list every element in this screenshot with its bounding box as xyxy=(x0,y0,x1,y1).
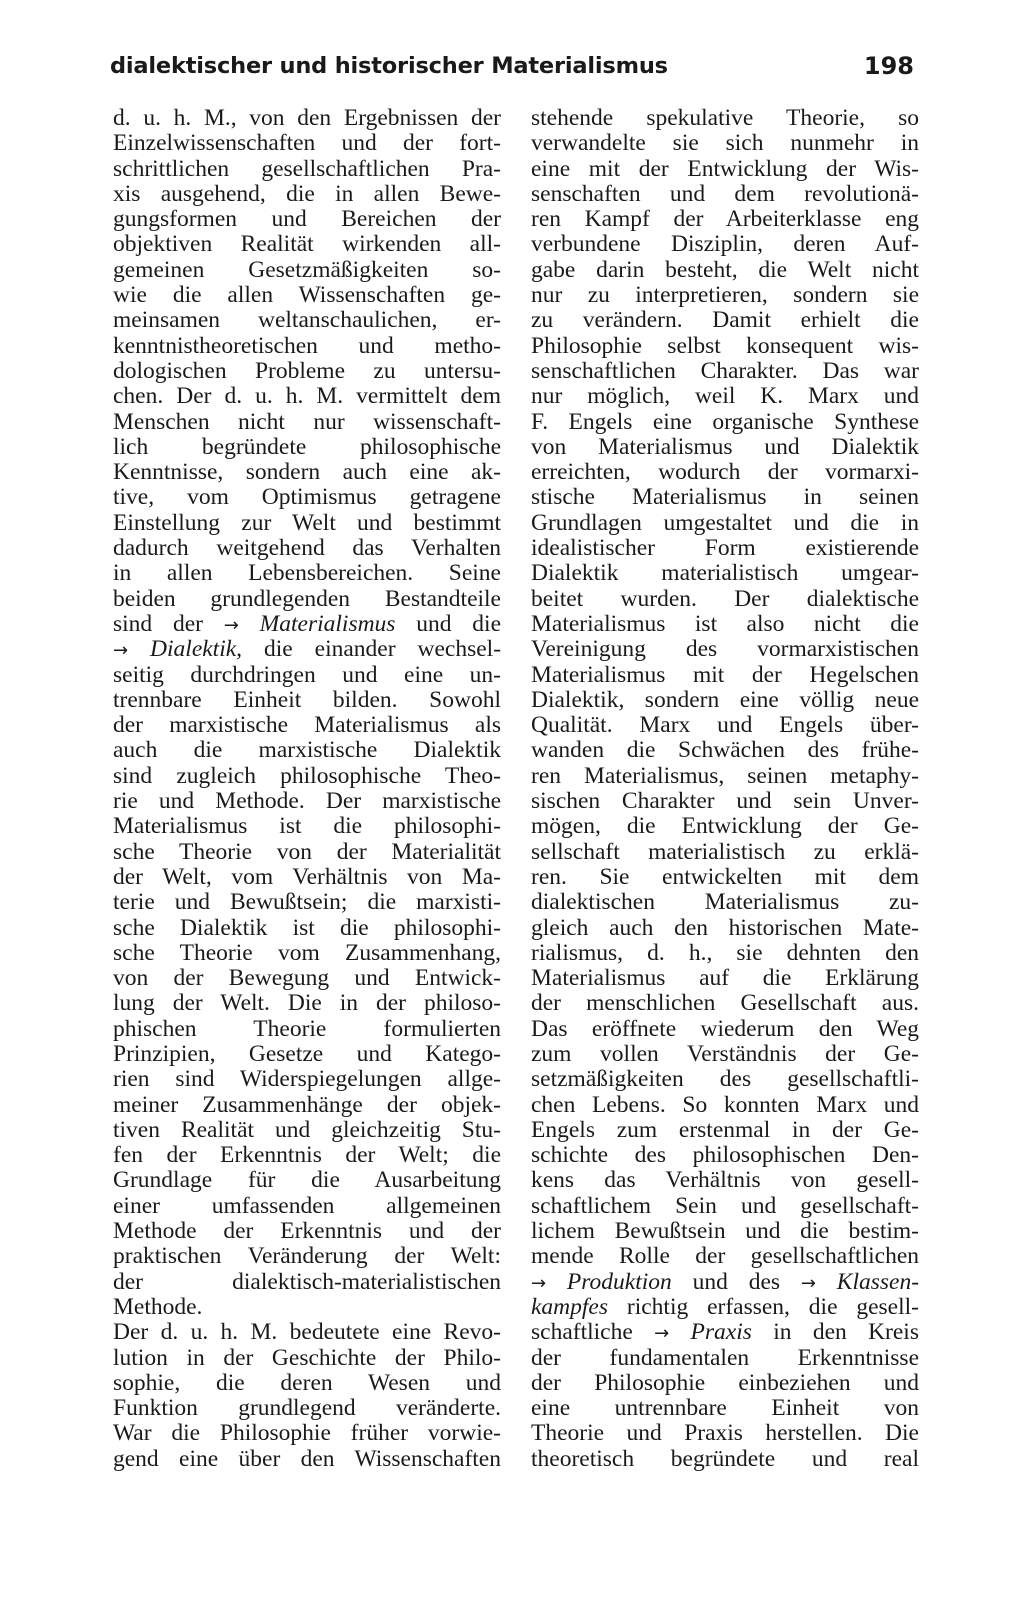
text-line: chen Lebens. So konnten Marx und xyxy=(531,1091,919,1118)
text-line: Der d. u. h. M. bedeutete eine Revo- xyxy=(113,1319,501,1346)
text-line: stehende spekulative Theorie, so xyxy=(531,105,919,131)
text-line: ren Materialismus, seinen metaphy- xyxy=(531,762,919,789)
text-fragment: richtig erfassen, die gesell- xyxy=(626,1293,919,1320)
text-line: sche Theorie vom Zusammenhang, xyxy=(113,939,501,966)
text-line: der Philosophie einbeziehen und xyxy=(531,1369,919,1396)
text-line: Methode der Erkenntnis und der xyxy=(113,1218,501,1245)
text-line: tiven Realität und gleichzeitig Stu- xyxy=(113,1116,501,1143)
text-line: ren. Sie entwickelten mit dem xyxy=(531,863,919,890)
text-line: eine untrennbare Einheit von xyxy=(531,1395,919,1422)
text-line: Grundlagen umgestaltet und die in xyxy=(531,509,919,536)
text-line: sche Theorie von der Materialität xyxy=(113,838,501,865)
text-line: kens das Verhältnis von gesell- xyxy=(531,1167,919,1194)
text-line: meinsamen weltanschaulichen, er- xyxy=(113,307,501,334)
text-line: rialismus, d. h., sie dehnten den xyxy=(531,939,919,966)
text-line: nur zu interpretieren, sondern sie xyxy=(531,282,919,309)
text-line: der fundamentalen Erkenntnisse xyxy=(531,1344,919,1371)
text-line: dadurch weitgehend das Verhalten xyxy=(113,535,501,562)
text-line: gend eine über den Wissenschaften xyxy=(113,1445,501,1472)
text-line: gabe darin besteht, die Welt nicht xyxy=(531,256,919,283)
text-line: chen. Der d. u. h. M. vermittelt dem xyxy=(113,383,501,410)
text-line: theoretisch begründete und real xyxy=(531,1445,919,1472)
text-line: Menschen nicht nur wissenschaft- xyxy=(113,408,501,435)
page-header xyxy=(110,50,914,90)
text-line: schaftlichem Sein und gesellschaft- xyxy=(531,1192,919,1219)
page-number: 198 xyxy=(863,52,914,80)
text-line: F. Engels eine organische Synthese xyxy=(531,408,919,435)
text-line: beitet wurden. Der dialektische xyxy=(531,585,919,612)
text-line: sellschaft materialistisch zu erklä- xyxy=(531,838,919,865)
text-line: Dialektik, sondern eine völlig neue xyxy=(531,686,919,713)
text-line: Vereinigung des vormarxistischen xyxy=(531,636,919,663)
text-line-with-crossref xyxy=(531,1320,919,1345)
text-line: lution in der Geschichte der Philo- xyxy=(113,1344,501,1371)
text-line: sischen Charakter und sein Unver- xyxy=(531,788,919,815)
text-line: verbundene Disziplin, deren Auf- xyxy=(531,231,919,258)
text-fragment: und des xyxy=(692,1268,781,1295)
text-line: der dialektisch-materialistischen xyxy=(113,1268,501,1295)
right-column xyxy=(531,106,919,1526)
text-line: zum vollen Verständnis der Ge- xyxy=(531,1040,919,1067)
cross-reference-arrow-icon: → xyxy=(654,1323,670,1345)
text-line: der menschlichen Gesellschaft aus. xyxy=(531,990,919,1017)
text-line: objektiven Realität wirkenden all- xyxy=(113,231,501,258)
text-line: meiner Zusammenhänge der objek- xyxy=(113,1091,501,1118)
text-line: seitig durchdringen und eine un- xyxy=(113,661,501,688)
text-line: wie die allen Wissenschaften ge- xyxy=(113,282,501,309)
text-line: Materialismus mit der Hegelschen xyxy=(531,661,919,688)
text-line: schrittlichen gesellschaftlichen Pra- xyxy=(113,155,501,182)
text-line-with-crossref xyxy=(531,1295,919,1320)
cross-reference-produktion[interactable]: Produktion xyxy=(566,1268,672,1295)
text-line: Methode. xyxy=(113,1293,203,1320)
text-line: auch die marxistische Dialektik xyxy=(113,737,501,764)
text-line: phischen Theorie formulierten xyxy=(113,1015,501,1042)
text-line: wanden die Schwächen des frühe- xyxy=(531,737,919,764)
text-line: zu verändern. Damit erhielt die xyxy=(531,307,919,334)
text-line: senschaftlichen Charakter. Das war xyxy=(531,357,919,384)
text-line: erreichten, wodurch der vormarxi- xyxy=(531,459,919,486)
text-line: stische Materialismus in seinen xyxy=(531,484,919,511)
text-line: sophie, die deren Wesen und xyxy=(113,1369,501,1396)
text-line: rien sind Widerspiegelungen allge- xyxy=(113,1066,501,1093)
text-line: gungsformen und Bereichen der xyxy=(113,206,501,233)
text-line-with-crossref xyxy=(113,637,501,662)
text-line: idealistischer Form existierende xyxy=(531,535,919,562)
text-line: xis ausgehend, die in allen Bewe- xyxy=(113,180,501,207)
text-line: fen der Erkenntnis der Welt; die xyxy=(113,1142,501,1169)
text-line: Einzelwissenschaften und der fort- xyxy=(113,130,501,157)
text-line: d. u. h. M., von den Ergebnissen der xyxy=(113,105,501,131)
text-line: Theorie und Praxis herstellen. Die xyxy=(531,1420,919,1447)
text-line: rie und Methode. Der marxistische xyxy=(113,788,501,815)
text-line: Materialismus ist also nicht die xyxy=(531,610,919,637)
text-line: tive, vom Optimismus getragene xyxy=(113,484,501,511)
text-line: Das eröffnete wiederum den Weg xyxy=(531,1015,919,1042)
text-line: praktischen Veränderung der Welt: xyxy=(113,1243,501,1270)
text-line: verwandelte sie sich nunmehr in xyxy=(531,130,919,157)
text-line: Prinzipien, Gesetze und Katego- xyxy=(113,1040,501,1067)
text-line: Materialismus ist die philosophi- xyxy=(113,813,501,840)
cross-reference-arrow-icon: → xyxy=(223,614,239,636)
text-line: setzmäßigkeiten des gesellschaftli- xyxy=(531,1066,919,1093)
text-line: sche Dialektik ist die philosophi- xyxy=(113,914,501,941)
left-column xyxy=(113,106,501,1526)
text-line: mögen, die Entwicklung der Ge- xyxy=(531,813,919,840)
text-line: schichte des philosophischen Den- xyxy=(531,1142,919,1169)
text-line: nur möglich, weil K. Marx und xyxy=(531,383,919,410)
text-line-with-crossref xyxy=(531,1270,919,1295)
text-line: in allen Lebensbereichen. Seine xyxy=(113,560,501,587)
text-line: der marxistische Materialismus als xyxy=(113,712,501,739)
text-line: terie und Bewußtsein; die marxisti- xyxy=(113,889,501,916)
text-line: sind zugleich philosophische Theo- xyxy=(113,762,501,789)
cross-reference-materialismus[interactable]: Materialismus xyxy=(259,610,396,637)
text-fragment: die einander wechsel- xyxy=(264,636,502,663)
text-line: Dialektik materialistisch umgear- xyxy=(531,560,919,587)
cross-reference-arrow-icon: → xyxy=(800,1272,816,1294)
text-line: Einstellung zur Welt und bestimmt xyxy=(113,509,501,536)
running-title: dialektischer und historischer Materialismus xyxy=(110,53,668,79)
text-line: Engels zum erstenmal in der Ge- xyxy=(531,1116,919,1143)
text-line: Funktion grundlegend veränderte. xyxy=(113,1395,501,1422)
text-line: mende Rolle der gesellschaftlichen xyxy=(531,1243,919,1270)
text-line: eine mit der Entwicklung der Wis- xyxy=(531,155,919,182)
text-fragment: in den Kreis xyxy=(773,1319,919,1346)
text-line: dialektischen Materialismus zu- xyxy=(531,889,919,916)
text-line: lich begründete philosophische xyxy=(113,433,501,460)
text-line: Philosophie selbst konsequent wis- xyxy=(531,332,919,359)
cross-reference-arrow-icon: → xyxy=(531,1272,547,1294)
text-fragment: und die xyxy=(416,610,502,637)
text-line: War die Philosophie früher vorwie- xyxy=(113,1420,501,1447)
text-line: lichem Bewußtsein und die bestim- xyxy=(531,1218,919,1245)
text-line: von der Bewegung und Entwick- xyxy=(113,965,501,992)
cross-reference-klassenkampf[interactable]: Klassen- xyxy=(836,1268,920,1295)
text-line: dologischen Probleme zu untersu- xyxy=(113,357,501,384)
text-line: ren Kampf der Arbeiterklasse eng xyxy=(531,206,919,233)
text-line: senschaften und dem revolutionä- xyxy=(531,180,919,207)
cross-reference-dialektik[interactable]: Dialektik, xyxy=(150,636,243,663)
cross-reference-arrow-icon: → xyxy=(113,640,129,662)
text-line: gleich auch den historischen Mate- xyxy=(531,914,919,941)
text-line: Materialismus auf die Erklärung xyxy=(531,965,919,992)
text-line: Kenntnisse, sondern auch eine ak- xyxy=(113,459,501,486)
text-line: trennbare Einheit bilden. Sowohl xyxy=(113,686,501,713)
text-line: Grundlage für die Ausarbeitung xyxy=(113,1167,501,1194)
text-line-with-crossref xyxy=(113,612,501,637)
text-line: beiden grundlegenden Bestandteile xyxy=(113,585,501,612)
text-line: der Welt, vom Verhältnis von Ma- xyxy=(113,863,501,890)
cross-reference-praxis[interactable]: Praxis xyxy=(690,1319,752,1346)
text-line: einer umfassenden allgemeinen xyxy=(113,1192,501,1219)
text-line: lung der Welt. Die in der philoso- xyxy=(113,990,501,1017)
text-line: von Materialismus und Dialektik xyxy=(531,433,919,460)
text-line: Qualität. Marx und Engels über- xyxy=(531,712,919,739)
text-line: gemeinen Gesetzmäßigkeiten so- xyxy=(113,256,501,283)
text-fragment: schaftliche xyxy=(531,1319,633,1346)
text-fragment: sind der xyxy=(113,610,203,637)
cross-reference-klassenkampf-cont[interactable]: kampfes xyxy=(531,1293,609,1320)
text-line: kenntnistheoretischen und metho- xyxy=(113,332,501,359)
